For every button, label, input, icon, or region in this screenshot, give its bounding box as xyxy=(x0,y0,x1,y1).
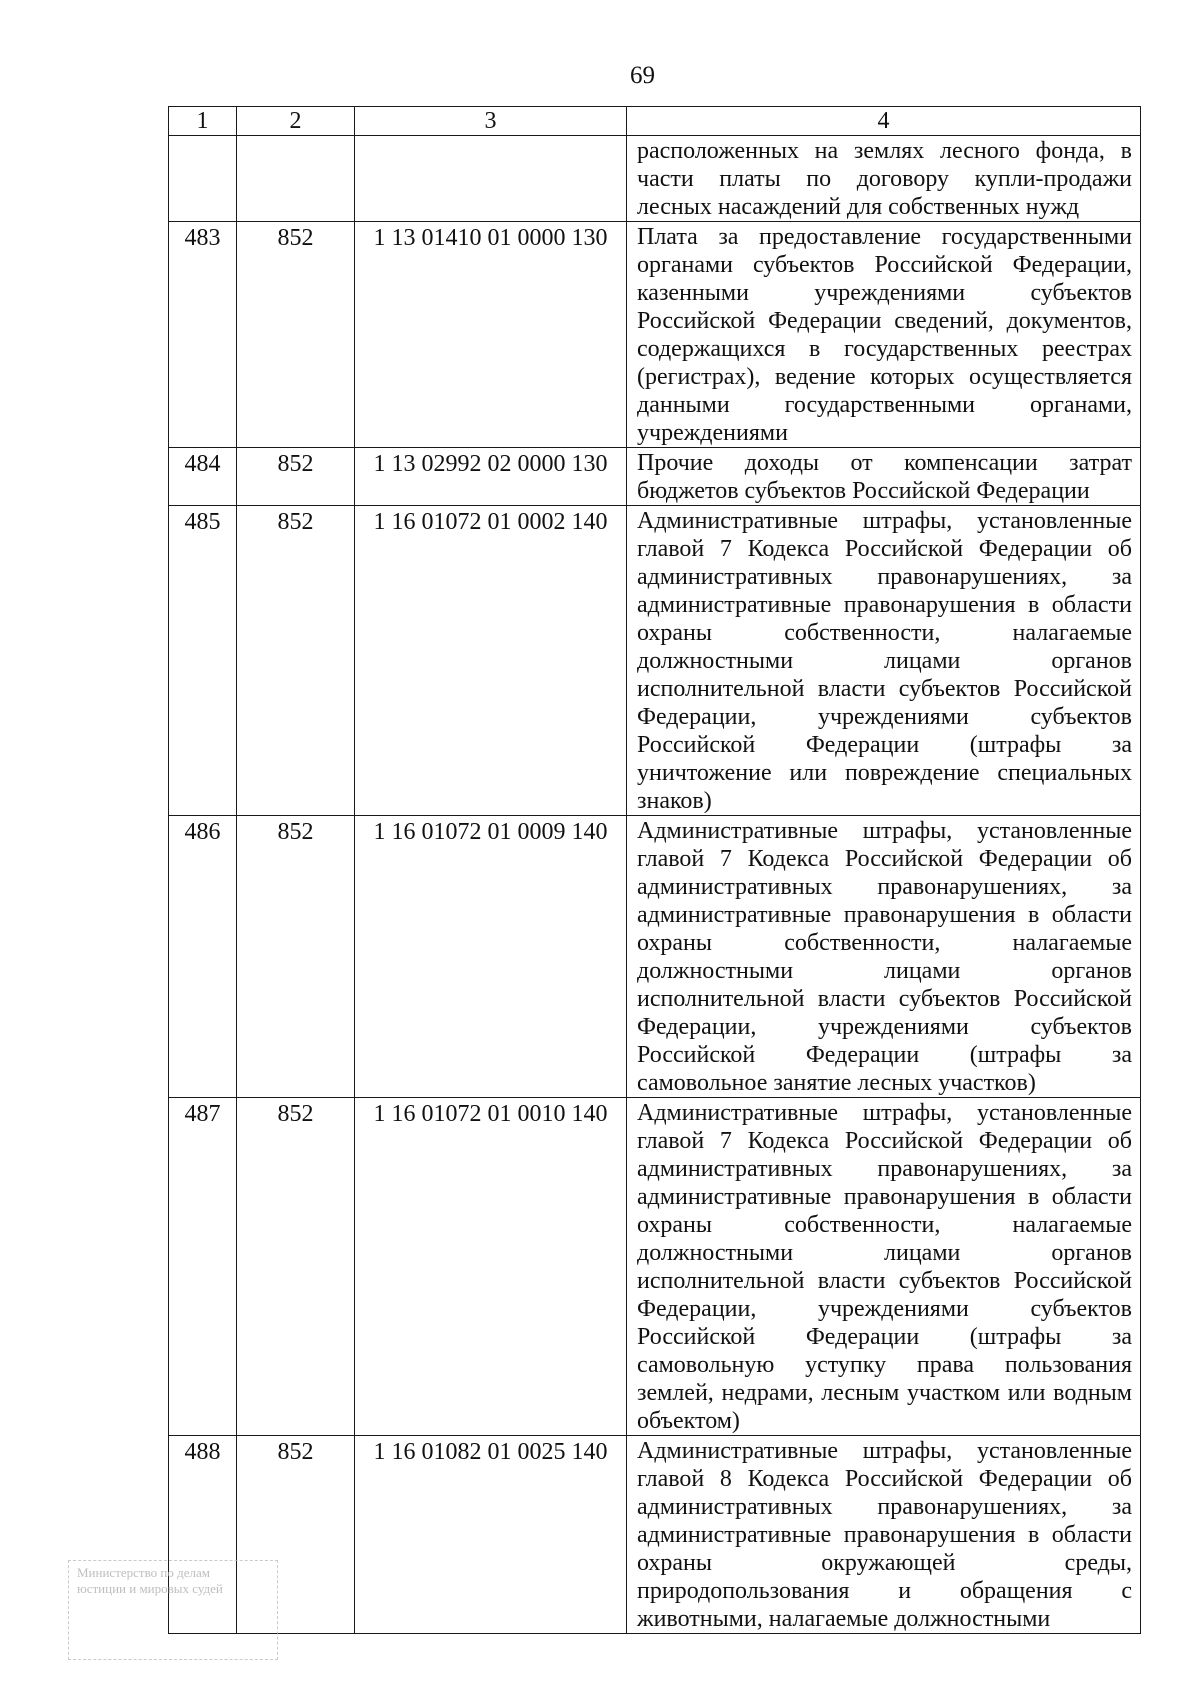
table-row xyxy=(169,1436,1141,1634)
table-row xyxy=(169,136,1141,222)
admin-code: 852 xyxy=(237,1436,355,1634)
admin-code xyxy=(237,136,355,222)
table-row xyxy=(169,448,1141,506)
admin-code: 852 xyxy=(237,816,355,1098)
revenue-description: расположенных на землях лесного фонда, в части платы по договору купли-продажи лесных насаждений для собственных нужд xyxy=(627,136,1141,222)
row-number: 484 xyxy=(169,448,237,506)
budget-code: 1 16 01072 01 0009 140 xyxy=(355,816,627,1098)
budget-code: 1 13 02992 02 0000 130 xyxy=(355,448,627,506)
table-row xyxy=(169,506,1141,816)
row-number: 488 xyxy=(169,1436,237,1634)
budget-code: 1 16 01072 01 0010 140 xyxy=(355,1098,627,1436)
table-row xyxy=(169,222,1141,448)
admin-code: 852 xyxy=(237,448,355,506)
row-number: 486 xyxy=(169,816,237,1098)
budget-code: 1 13 01410 01 0000 130 xyxy=(355,222,627,448)
admin-code: 852 xyxy=(237,1098,355,1436)
table-row xyxy=(169,1098,1141,1436)
row-number: 485 xyxy=(169,506,237,816)
header-col-4: 4 xyxy=(627,107,1141,136)
revenue-codes-table xyxy=(168,106,1141,1634)
stamp-line-2: юстиции и мировых судей xyxy=(77,1581,223,1596)
row-number: 483 xyxy=(169,222,237,448)
stamp-line-1: Министерство по делам xyxy=(77,1565,210,1580)
admin-code: 852 xyxy=(237,222,355,448)
revenue-description: Административные штрафы, установленные главой 7 Кодекса Российской Федерации об административных правонарушениях, за административные правонарушения в области охраны собственности, налагаемые должностными лицами органов исполнительной власти субъектов Российской Федерации, учреждениями субъектов Российской Федерации (штрафы за самовольное занятие лесных участков) xyxy=(627,816,1141,1098)
page-number: 69 xyxy=(630,62,655,89)
header-col-1: 1 xyxy=(169,107,237,136)
header-col-2: 2 xyxy=(237,107,355,136)
table-row xyxy=(169,816,1141,1098)
registration-stamp xyxy=(68,1560,278,1660)
revenue-description: Плата за предоставление государственными органами субъектов Российской Федерации, казенными учреждениями субъектов Российской Федерации сведений, документов, содержащихся в государственных реестрах (регистрах), ведение которых осуществляется данными государственными органами, учреждениями xyxy=(627,222,1141,448)
budget-code: 1 16 01082 01 0025 140 xyxy=(355,1436,627,1634)
row-number: 487 xyxy=(169,1098,237,1436)
budget-code xyxy=(355,136,627,222)
budget-code: 1 16 01072 01 0002 140 xyxy=(355,506,627,816)
revenue-description: Административные штрафы, установленные главой 8 Кодекса Российской Федерации об административных правонарушениях, за административные правонарушения в области охраны окружающей среды, природопользования и обращения с животными, налагаемые должностными xyxy=(627,1436,1141,1634)
admin-code: 852 xyxy=(237,506,355,816)
revenue-description: Административные штрафы, установленные главой 7 Кодекса Российской Федерации об административных правонарушениях, за административные правонарушения в области охраны собственности, налагаемые должностными лицами органов исполнительной власти субъектов Российской Федерации, учреждениями субъектов Российской Федерации (штрафы за самовольную уступку права пользования землей, недрами, лесным участком или водным объектом) xyxy=(627,1098,1141,1436)
table-header-row xyxy=(169,107,1141,136)
revenue-description: Прочие доходы от компенсации затрат бюджетов субъектов Российской Федерации xyxy=(627,448,1141,506)
row-number xyxy=(169,136,237,222)
header-col-3: 3 xyxy=(355,107,627,136)
revenue-description: Административные штрафы, установленные главой 7 Кодекса Российской Федерации об административных правонарушениях, за административные правонарушения в области охраны собственности, налагаемые должностными лицами органов исполнительной власти субъектов Российской Федерации, учреждениями субъектов Российской Федерации (штрафы за уничтожение или повреждение специальных знаков) xyxy=(627,506,1141,816)
